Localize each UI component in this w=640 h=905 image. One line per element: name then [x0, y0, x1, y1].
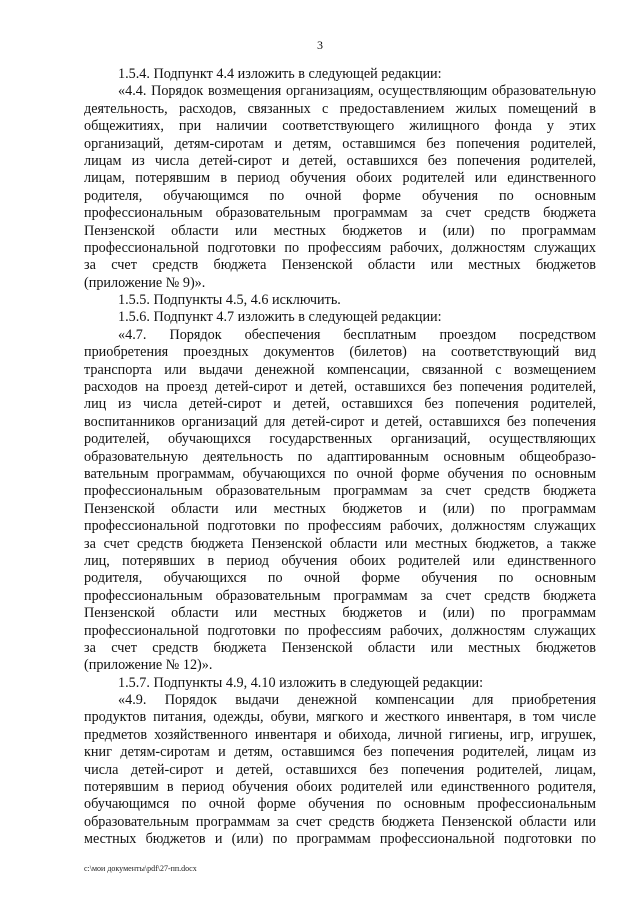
text-line: образовательную деятельность по адаптированным основным общеобразо- [84, 448, 596, 465]
page-number: 3 [317, 38, 323, 52]
text-line: за счет средств бюджета Пензенской области или местных бюджетов, а также [84, 535, 596, 552]
text-line: за счет средств бюджета Пензенской области или местных бюджетов [84, 639, 596, 656]
paragraph [84, 309, 596, 326]
paragraph [84, 675, 596, 692]
text-line: профессиональным образовательным программам за счет средств бюджета [84, 483, 596, 500]
text-line: родителя, обучающихся по очной форме обучения по основным [84, 570, 596, 587]
text-line: лицам из числа детей-сирот и детей, оставшихся без попечения родителей, [84, 152, 596, 169]
text-line: (приложение № 9)». [84, 274, 206, 291]
text-line: Пензенской области или местных бюджетов и (или) по программам [84, 222, 596, 239]
text-line: 1.5.5. Подпункты 4.5, 4.6 исключить. [118, 292, 341, 309]
text-line: потерявшим в период обучения обоих родителей или единственного родителя, [84, 779, 596, 796]
text-line: родителя, обучающимся по очной форме обучения по основным [84, 187, 596, 204]
text-line: общежитиях, при наличии соответствующего жилищного фонда у этих [84, 118, 596, 135]
text-line: транспорта или выдачи денежной компенсации, связанной с возмещением [84, 361, 596, 378]
text-line: профессиональной подготовки по профессиям рабочих, должностям служащих [84, 622, 596, 639]
text-line: книг детям-сиротам и детям, оставшимся без попечения родителей, лицам из [84, 744, 596, 761]
paragraph [84, 692, 596, 849]
text-line: лиц из числа детей-сирот и детей, оставшихся без попечения родителей, [84, 396, 596, 413]
text-line: лиц, потерявших в период обучения обоих родителей или единственного [84, 552, 596, 569]
text-line: обучающимся по очной форме обучения по основным профессиональным [84, 796, 596, 813]
paragraph [84, 83, 596, 292]
text-line: профессиональным образовательным программам за счет средств бюджета [84, 587, 596, 604]
text-line: 1.5.7. Подпункты 4.9, 4.10 изложить в следующей редакции: [118, 674, 484, 691]
text-line: родителей, обучающихся государственных организаций, осуществляющих [84, 431, 596, 448]
text-line: Пензенской области или местных бюджетов и (или) по программам [84, 605, 596, 622]
text-line: деятельность, расходов, связанных с предоставлением жилых помещений в [84, 100, 596, 117]
text-line: расходов на проезд детей-сирот и детей, оставшихся без попечения родителей, [84, 379, 596, 396]
text-line: приобретения проездных документов (билетов) на соответствующий вид [84, 344, 596, 361]
text-line: «4.7. Порядок обеспечения бесплатным проездом посредством [118, 326, 596, 343]
paragraph [84, 292, 596, 309]
text-line: Пензенской области или местных бюджетов и (или) по программам [84, 500, 596, 517]
text-line: числа детей-сирот и детей, оставшихся без попечения родителей, лицам, [84, 761, 596, 778]
text-line: местных бюджетов и (или) по программам профессиональной подготовки по [84, 831, 596, 848]
text-line: профессиональной подготовки по профессиям рабочих, должностям служащих [84, 518, 596, 535]
text-line: «4.9. Порядок выдачи денежной компенсации для приобретения [118, 692, 596, 709]
footer-file-path: c:\мои документы\pdf\27-пп.docx [84, 864, 197, 873]
text-line: профессиональным образовательным программам за счет средств бюджета [84, 205, 596, 222]
text-line: 1.5.6. Подпункт 4.7 изложить в следующей редакции: [118, 309, 442, 326]
text-line: 1.5.4. Подпункт 4.4 изложить в следующей редакции: [118, 66, 442, 82]
paragraph [84, 327, 596, 675]
text-line: вательным программам, обучающихся по очной форме обучения по основным [84, 465, 596, 482]
text-line: профессиональной подготовки по профессиям рабочих, должностям служащих [84, 239, 596, 256]
text-line: организаций, детям-сиротам и детям, оставшимся без попечения родителей, [84, 135, 596, 152]
text-line: (приложение № 12)». [84, 657, 213, 674]
text-line: предметов хозяйственного инвентаря и обихода, личной гигиены, игр, игрушек, [84, 726, 596, 743]
text-line: воспитанников организаций для детей-сирот и детей, оставшихся без попечения [84, 413, 596, 430]
document-body [84, 66, 596, 849]
text-line: продуктов питания, одежды, обуви, мягкого и жесткого инвентаря, в том числе [84, 709, 596, 726]
text-line: лицам, потерявшим в период обучения обоих родителей или единственного [84, 170, 596, 187]
text-line: «4.4. Порядок возмещения организациям, осуществляющим образовательную [118, 83, 596, 100]
text-line: за счет средств бюджета Пензенской области или местных бюджетов [84, 257, 596, 274]
paragraph [84, 66, 596, 83]
text-line: образовательным программам за счет средств бюджета Пензенской области или [84, 813, 596, 830]
